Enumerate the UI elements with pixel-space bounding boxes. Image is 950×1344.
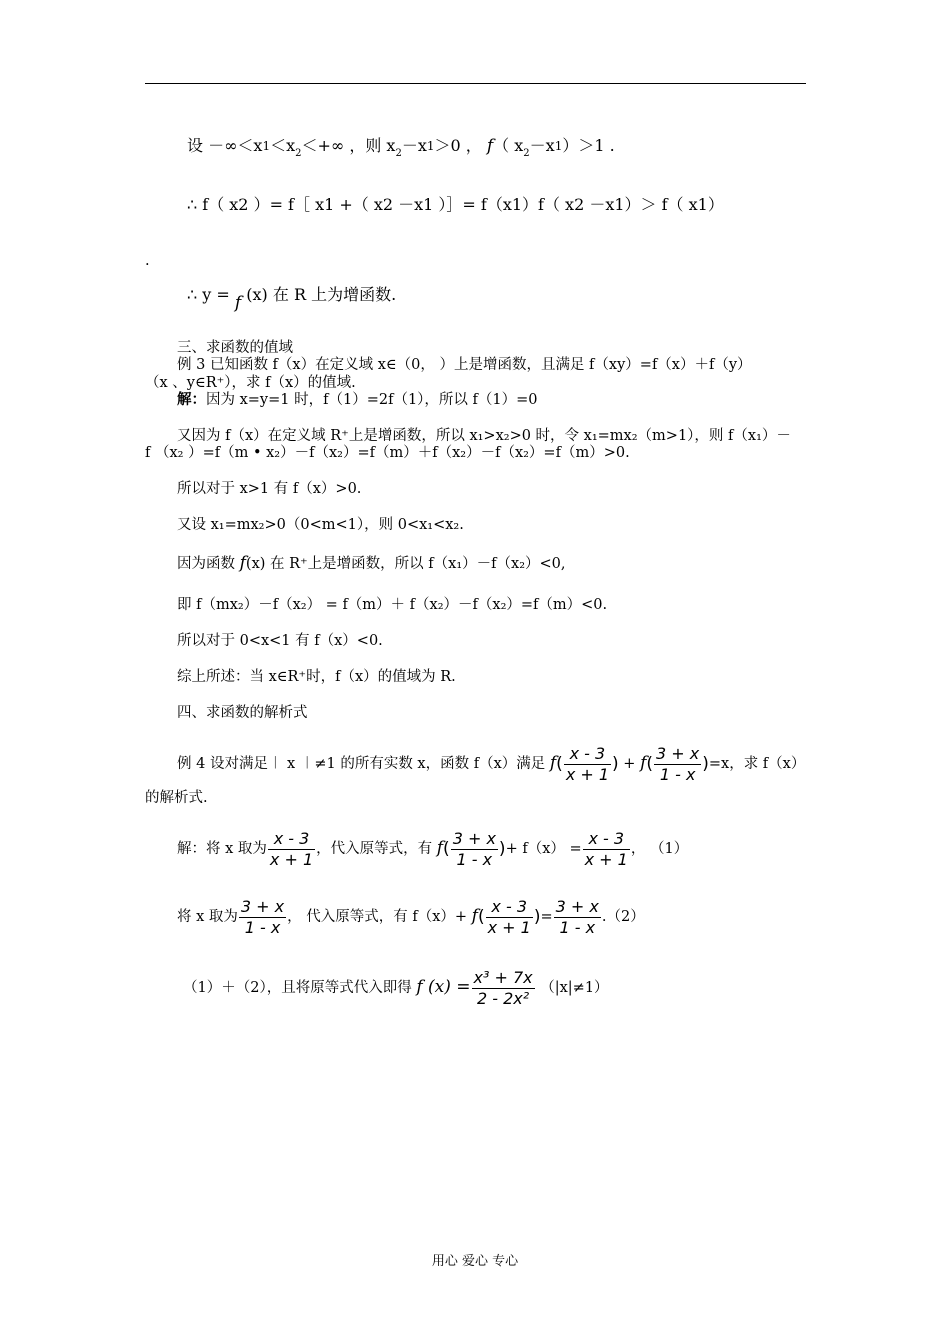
fraction [583,829,630,870]
denominator: x + 1 [584,849,628,869]
numerator: x - 3 [491,896,528,916]
numerator: x - 3 [588,828,625,848]
sup: 1 [426,139,435,153]
paren: ( [477,907,485,927]
text: ∴ y = [187,285,230,304]
para-2a: 又因为 f（x）在定义域 R⁺上是增函数，所以 x₁>x₂>0 时，令 x₁=mx₂（m>1），则 f（x₁）－ [177,428,791,444]
proof-line-1 [187,137,615,158]
paren: ) [533,907,541,927]
proof-line-2 [187,196,724,214]
proof-line-3 [187,285,397,313]
text: ＜x [270,136,296,155]
denominator: 2 - 2x² [472,988,535,1009]
para-8: 综上所述：当 x∈R⁺时，f（x）的值域为 R. [177,669,456,685]
fraction [268,829,315,870]
solution-step-2 [177,894,645,939]
denominator: 1 - x [654,764,701,785]
numerator: x - 3 [273,828,310,848]
fraction [239,897,286,938]
paren: ) [498,839,506,859]
paren: ) [702,754,709,774]
text: ＜+∞ ，则 x [301,136,396,155]
example4-line-b: 的解析式. [145,790,208,806]
text: ）＞1 . [562,136,615,155]
section4-heading: 四、求函数的解析式 [177,705,308,721]
numerator: 3 + x [240,896,285,916]
paren: ( [443,839,450,859]
paren: ( [556,754,563,774]
numerator: x³ + 7x [473,967,533,987]
text: 将 x 取为 [177,909,238,925]
denominator: 1 - x [554,917,601,938]
para-2b: f （x₂ ）=f（m • x₂）－f（x₂）=f（m）＋f（x₂）－f（x₂）=f（m）>0. [145,445,630,461]
f-symbol: f [436,838,444,858]
solution-step-1 [177,826,688,871]
solution-line-1 [177,391,538,409]
para-6: 即 f（mx₂）－f（x₂） = f（m）＋ f（x₂）－f（x₂）=f（m）<0. [177,597,608,613]
denominator: x + 1 [565,764,610,784]
text: ，代入原等式，有 [316,841,433,857]
f-symbol: f [471,906,478,926]
text: ， 代入原等式，有 f（x）+ [287,909,468,925]
text: （|x|≠1） [540,980,609,996]
solution-step-3 [183,965,609,1010]
f-symbol: f [234,293,242,313]
text: （ x [493,136,524,155]
para-7: 所以对于 0<x<1 有 f（x）<0. [177,633,383,649]
text: (x) 在 R⁺上是增函数，所以 f（x₁）－f（x₂）<0, [245,556,566,572]
section3-heading: 三、求函数的值域 [177,340,293,356]
example3-line-a: 例 3 已知函数 f（x）在定义域 x∈（0， ）上是增函数，且满足 f（xy）=f（x）＋f（y） [177,357,752,373]
paren: ) [612,754,619,774]
proof-line-2-dot: . [145,253,150,269]
text: ， （1） [630,841,689,857]
f-symbol: f [549,753,557,773]
example3-line-b: （x 、y∈R⁺），求 f（x）的值域. [145,375,356,391]
para-5 [177,554,566,573]
header-rule [145,83,806,84]
sub: 2 [523,148,530,159]
text: －x [529,136,555,155]
example4-line [177,741,805,786]
text: + f（x） = [505,841,582,857]
text: =x，求 f（x） [708,756,806,772]
text: .（2） [601,909,645,925]
text: 因为函数 [177,556,235,572]
text: = [540,909,553,925]
solution-label: 解： [177,391,206,408]
text: 因为 x=y=1 时，f（1）=2f（1），所以 f（1）=0 [206,392,538,408]
text: (x) 在 R 上为增函数. [246,285,397,304]
para-3: 所以对于 x>1 有 f（x）>0. [177,481,362,497]
denominator: x + 1 [487,917,531,937]
text: 解：将 x 取为 [177,841,267,857]
fraction [451,829,498,870]
fraction [564,744,611,785]
f-symbol: f [239,553,246,573]
numerator: 3 + x [656,743,700,763]
sup: 1 [554,139,563,153]
text: 例 4 设对满足︱ x ︱≠1 的所有实数 x，函数 f（x）满足 [177,756,546,772]
f-symbol: f [486,136,494,156]
denominator: 1 - x [451,849,498,870]
sub: 2 [295,148,302,159]
sup: 1 [262,139,271,153]
paren: ( [646,754,653,774]
denominator: x + 1 [269,849,314,869]
denominator: 1 - x [239,917,286,938]
text: 设 －∞＜x [187,136,263,155]
text: －x [401,136,427,155]
numerator: x - 3 [569,743,606,763]
fraction [554,897,601,938]
formula-lhs: f (x) = [416,977,471,997]
f-symbol: f [640,753,647,773]
fraction [654,744,701,785]
page-footer: 用心 爱心 专心 [431,1254,519,1269]
text: ∴ f（ x2 ）= f［ x1 +（ x2 －x1 ）］= f（x1）f（ x2 －x1）＞ f（ x1） [187,195,724,214]
numerator: 3 + x [555,896,599,916]
fraction [472,968,535,1009]
text: + [623,756,636,772]
numerator: 3 + x [452,828,496,848]
fraction [486,897,533,938]
text: （1）＋（2），且将原等式代入即得 [183,980,412,996]
para-4: 又设 x₁=mx₂>0（0<m<1），则 0<x₁<x₂. [177,517,464,533]
sub: 2 [395,148,402,159]
text: ＞0 ， [434,136,482,155]
